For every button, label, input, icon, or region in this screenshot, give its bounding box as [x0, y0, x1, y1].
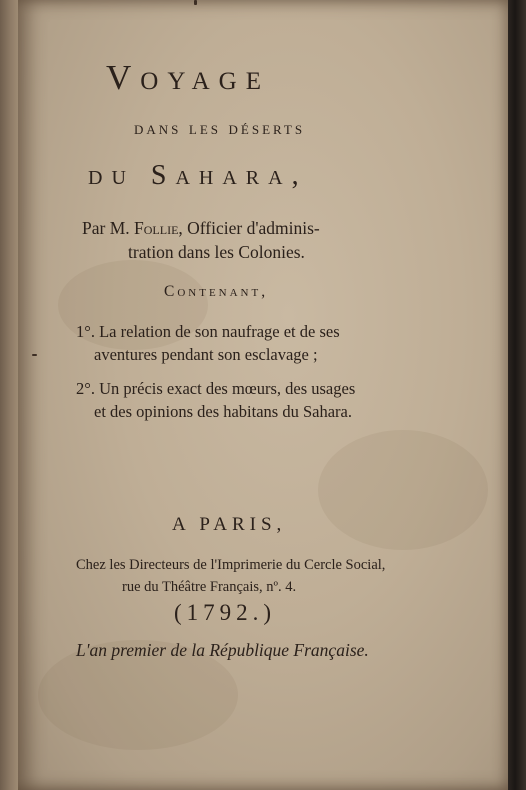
publisher-line-2: rue du Théâtre Français, nº. 4.: [122, 579, 297, 595]
title-page: [18, 0, 510, 790]
imprint-year: (1792.): [174, 600, 277, 625]
author-line-1: [82, 218, 526, 239]
book-title: Voyage: [106, 58, 270, 97]
contents-item-1-line-1: 1°. La relation de son naufrage et de ses: [76, 322, 340, 341]
subtitle-line-1: dans les déserts: [134, 118, 306, 138]
publisher-line-1: Chez les Directeurs de l'Imprimerie du Cercle Social,: [76, 557, 386, 573]
contents-heading: Contenant,: [164, 283, 269, 300]
imprint-city: A PARIS,: [172, 514, 287, 535]
author-line-1-rest: , Officier d'adminis-: [178, 218, 320, 238]
ink-speck: [194, 0, 197, 5]
author-name: Follie: [134, 218, 179, 238]
contents-item-1-line-2: aventures pendant son esclavage ;: [94, 345, 318, 364]
subtitle-line-2: du Sahara,: [88, 160, 308, 191]
author-prefix: Par M.: [82, 218, 135, 238]
contents-item-2-line-2: et des opinions des habitans du Sahara.: [94, 402, 352, 421]
author-line-2: tration dans les Colonies.: [128, 242, 305, 262]
republican-year: L'an premier de la République Française.: [76, 640, 369, 660]
ink-speck: [32, 354, 37, 356]
contents-item-2-line-1: 2°. Un précis exact des mœurs, des usages: [76, 379, 356, 398]
book-binding-edge: [508, 0, 526, 790]
